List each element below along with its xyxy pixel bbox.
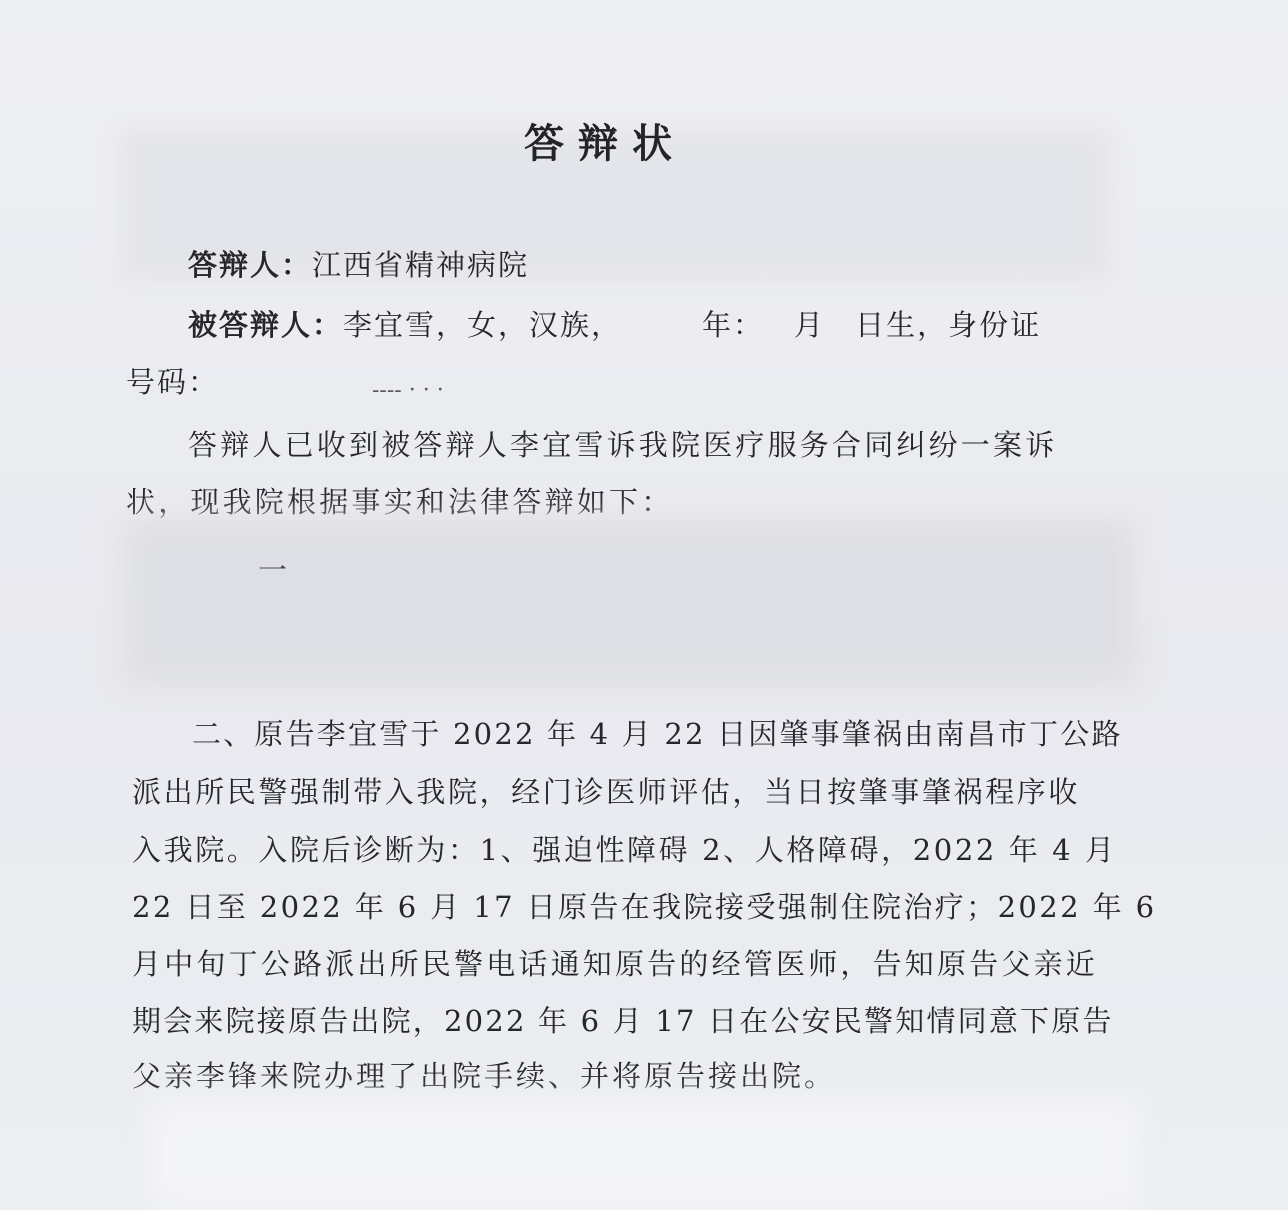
respondent-value: 江西省精神病院 bbox=[312, 248, 530, 282]
redacted-section-3 bbox=[150, 1100, 1140, 1210]
defendant-label: 被答辩人： bbox=[188, 308, 344, 342]
section-2-line-1: 二、原告李宜雪于 2022 年 4 月 22 日因肇事肇祸由南昌市丁公路 bbox=[192, 717, 1123, 751]
defendant-value: 李宜雪，女，汉族， bbox=[343, 308, 623, 342]
id-line bbox=[126, 360, 379, 401]
intro-line-1: 答辩人已收到被答辩人李宜雪诉我院医疗服务合同纠纷一案诉 bbox=[188, 428, 1058, 462]
redacted-section-1 bbox=[125, 520, 1135, 685]
section-2-line-7: 父亲李锋来院办理了出院手续、并将原告接出院。 bbox=[132, 1059, 837, 1093]
section-2-line-6: 期会来院接原告出院，2022 年 6 月 17 日在公安民警知情同意下原告 bbox=[132, 1004, 1114, 1038]
intro-line-2: 状，现我院根据事实和法律答辩如下： bbox=[126, 485, 674, 519]
birth-suffix: 日生，身份证 bbox=[855, 308, 1042, 342]
section-2-line-2: 派出所民警强制带入我院，经门诊医师评估，当日按肇事肇祸程序收 bbox=[132, 775, 1081, 809]
defendant-line bbox=[188, 303, 1041, 344]
section-2-line-5: 月中旬丁公路派出所民警电话通知原告的经管医师，告知原告父亲近 bbox=[132, 947, 1099, 981]
year-label: 年： bbox=[702, 308, 765, 342]
month-label: 月 bbox=[794, 308, 826, 342]
id-prefix: 号码： bbox=[126, 365, 220, 399]
document-title: 答辩状 bbox=[524, 120, 686, 167]
section-2-line-3: 入我院。入院后诊断为：1、强迫性障碍 2、人格障碍，2022 年 4 月 bbox=[132, 833, 1117, 867]
respondent-line bbox=[188, 243, 529, 284]
respondent-label: 答辩人： bbox=[188, 248, 313, 282]
id-redaction-specks: ‐‐‐‐ · · · bbox=[372, 378, 444, 403]
section-1-marker: 一 bbox=[258, 553, 290, 587]
section-2-line-4: 22 日至 2022 年 6 月 17 日原告在我院接受强制住院治疗；2022 年 6 bbox=[132, 890, 1157, 924]
